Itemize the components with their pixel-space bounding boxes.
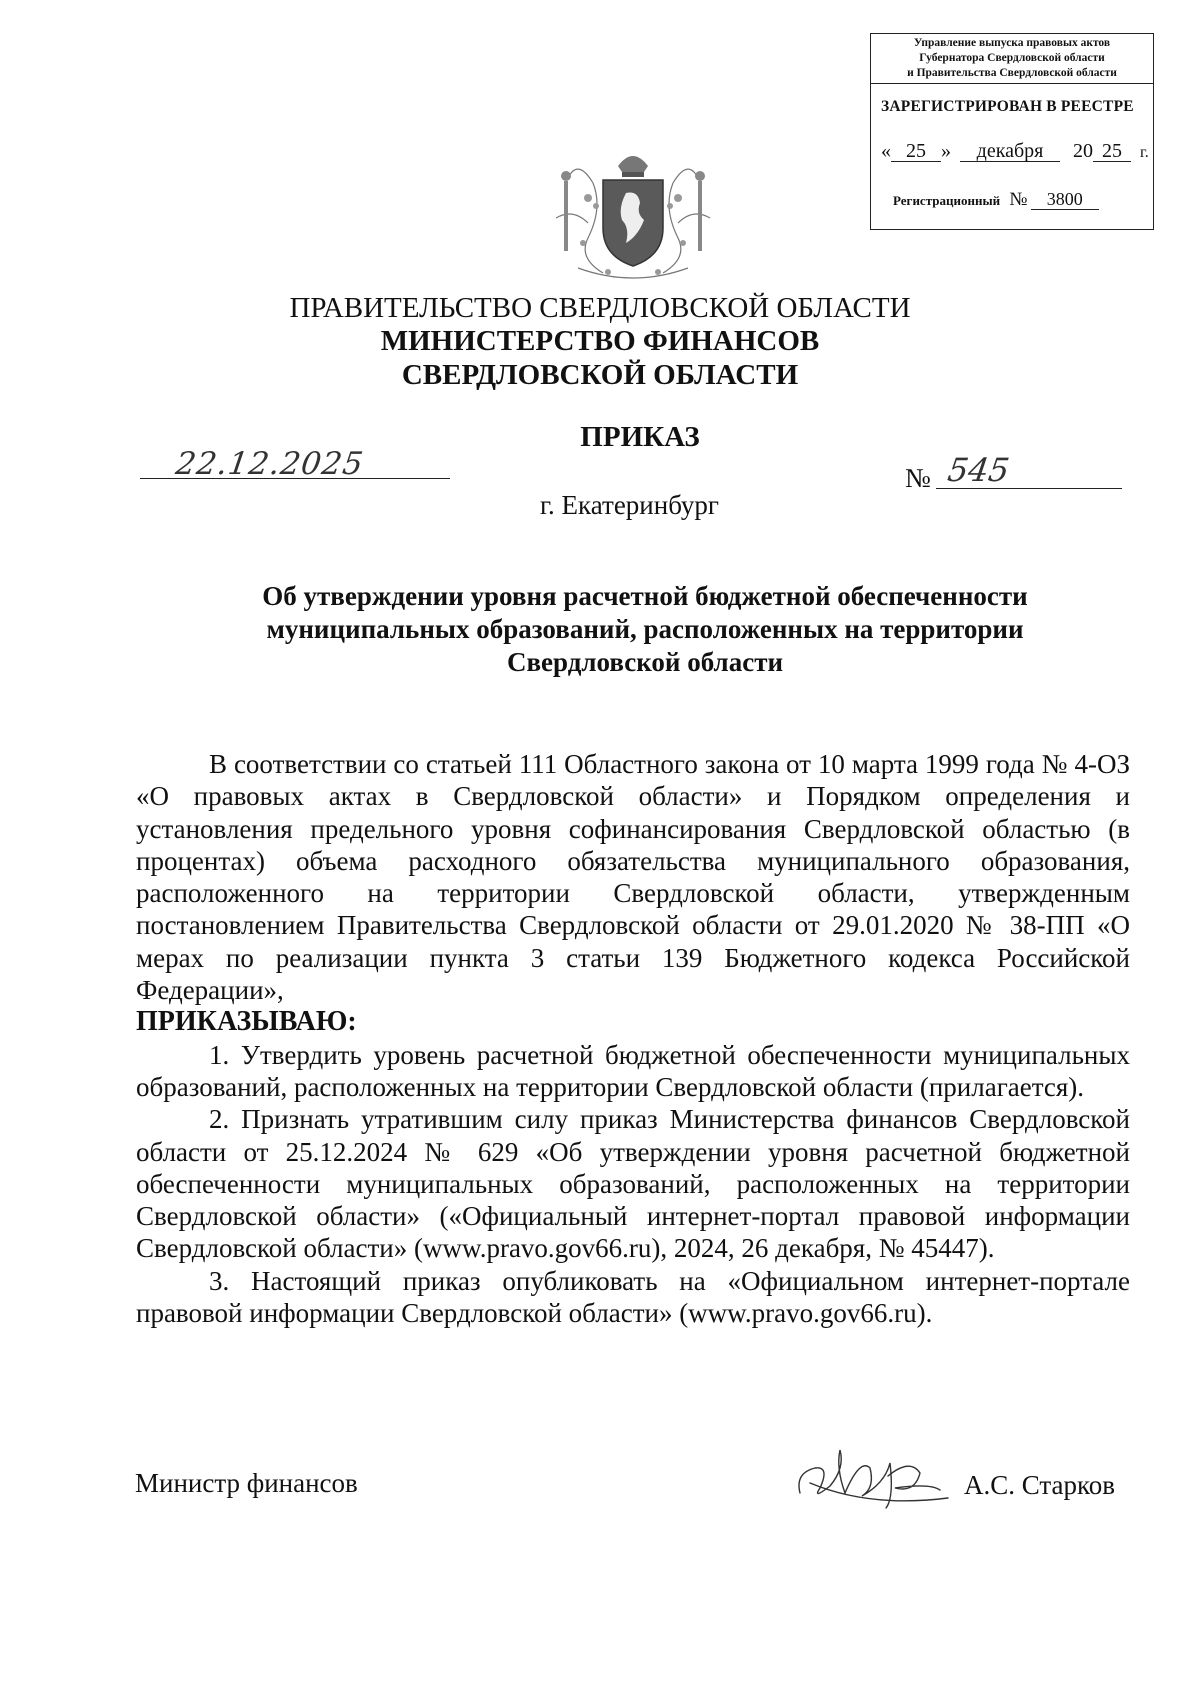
title-line-3: Свердловской области (506, 647, 784, 677)
order-item-1: 1. Утвердить уровень расчетной бюджетной обеспеченности муниципальных образований, расположенных на территории Свердловской области (прилагается). (136, 1039, 1130, 1102)
order-date-line (140, 478, 450, 479)
order-word: ПРИКАЗЫВАЮ: (136, 1006, 357, 1038)
order-number-line (936, 488, 1122, 489)
stamp-date-year-mark: г. (1140, 144, 1149, 161)
stamp-date-year-suffix: 25 (1093, 141, 1131, 162)
handwritten-signature (790, 1438, 950, 1518)
document-body (136, 748, 1130, 1329)
document-title (150, 580, 1140, 679)
stamp-reg-label: Регистрационный (893, 193, 1001, 208)
stamp-registration-number (893, 189, 1099, 211)
document-type: ПРИКАЗ (580, 421, 700, 453)
signatory-position: Министр финансов (135, 1468, 358, 1498)
order-number-handwritten: 545 (945, 451, 1012, 489)
stamp-date (881, 140, 1149, 163)
stamp-org-line-3: и Правительства Свердловской области (907, 67, 1117, 79)
stamp-date-close-quote: » (941, 140, 951, 162)
stamp-reg-number: 3800 (1031, 189, 1099, 210)
stamp-date-open-quote: « (881, 140, 891, 162)
stamp-reg-sign: № (1009, 189, 1028, 210)
city: г. Екатеринбург (540, 490, 719, 520)
registration-stamp (870, 33, 1154, 230)
preamble-paragraph: В соответствии со статьей 111 Областного закона от 10 марта 1999 года № 4-ОЗ «О правовых актах в Свердловской области» и Порядком определения и установления предельного уровня софинансирования Свердловской областью (в процентах) объема расходного обязательства муниципального образования, расположенного на территории Свердловской области, утвержденным постановлением Правительства Свердловской области от 29.01.2020 № 38-ПП «О мерах по реализации пункта 3 статьи 139 Бюджетного кодекса Российской Федерации», (136, 749, 1130, 1006)
order-date-handwritten: 22.12.2025 (173, 446, 367, 482)
stamp-org-line-2: Губернатора Свердловской области (919, 52, 1105, 64)
order-item-3: 3. Настоящий приказ опубликовать на «Официальном интернет-портале правовой информации Свердловской области» (www.pravo.gov66.ru). (136, 1265, 1130, 1329)
ministry-name-line-2: СВЕРДЛОВСКОЙ ОБЛАСТИ (401, 359, 799, 391)
stamp-date-day: 25 (891, 141, 941, 162)
stamp-organization (871, 34, 1153, 84)
ministry-name-line-1: МИНИСТЕРСТВО ФИНАНСОВ (380, 325, 820, 357)
government-name: ПРАВИТЕЛЬСТВО СВЕРДЛОВСКОЙ ОБЛАСТИ (289, 292, 911, 324)
coat-of-arms-emblem (548, 148, 718, 283)
stamp-org-line-1: Управление выпуска правовых актов (913, 37, 1111, 49)
stamp-registered-label: ЗАРЕГИСТРИРОВАН В РЕЕСТРЕ (881, 98, 1134, 115)
title-line-2: муниципальных образований, расположенных на территории (266, 614, 1024, 644)
order-item-2: 2. Признать утратившим силу приказ Министерства финансов Свердловской области от 25.12.2024 № 629 «Об утверждении уровня расчетной бюджетной обеспеченности муниципальных образований, расположенных на территории Свердловской области» («Официальный интернет-портал правовой информации Свердловской области» (www.pravo.gov66.ru), 2024, 26 декабря, № 45447). (136, 1104, 1130, 1264)
stamp-date-month: декабря (960, 141, 1060, 162)
stamp-date-year-prefix: 20 (1073, 140, 1093, 162)
order-number-sign: № (905, 463, 931, 493)
signatory-name: А.С. Старков (964, 1470, 1116, 1500)
title-line-1: Об утверждении уровня расчетной бюджетной обеспеченности (262, 581, 1028, 611)
